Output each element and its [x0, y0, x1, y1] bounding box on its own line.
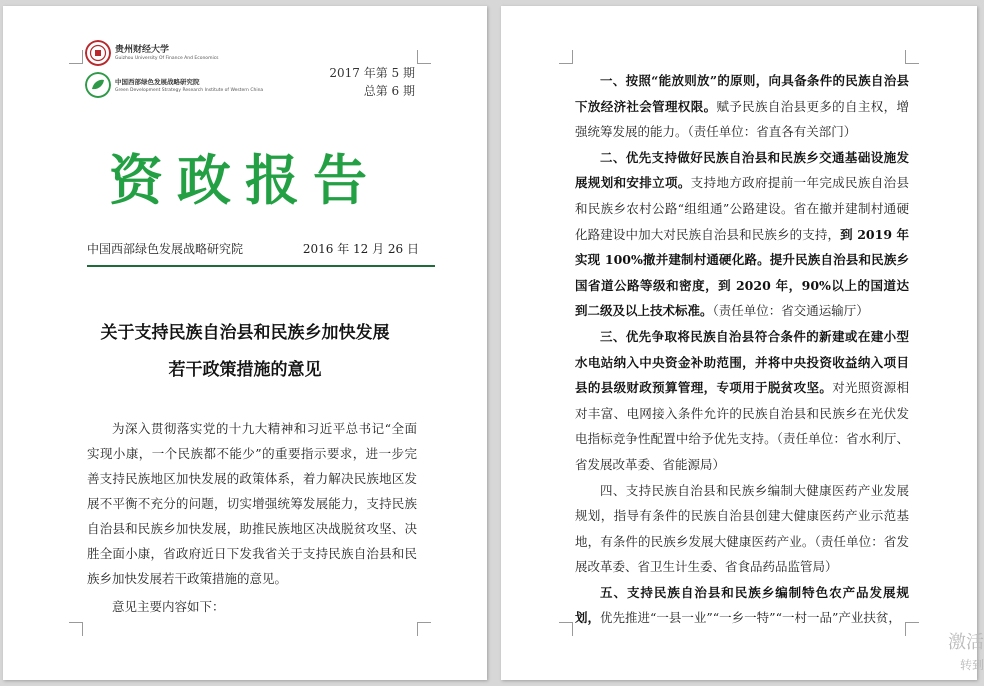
institute-name-en: Green Development Strategy Research Institute of Western China	[115, 87, 264, 93]
policy-item-1-body: 赋予民族自治县更多的自主权，增强统筹发展的能力。（责任单位：省直各有关部门）	[575, 98, 909, 140]
publish-date: 2016 年 12 月 26 日	[302, 242, 419, 256]
lead-paragraph: 意见主要内容如下：	[112, 599, 225, 614]
crop-mark	[559, 622, 573, 636]
publisher-row	[87, 240, 419, 257]
institute-name: 中国西部绿色发展战略研究院	[115, 77, 200, 86]
crop-mark	[69, 622, 83, 636]
crop-mark	[559, 50, 573, 64]
document-title-line2: 若干政策措施的意见	[168, 360, 322, 380]
policy-item-5-heading: 五、支持民族自治县和民族乡编制特色农产品发展规划，	[575, 584, 909, 626]
policy-item-3-heading: 三、优先争取将民族自治县符合条件的新建或在建小型水电站纳入中央资金补助范围，并将中央投资收益纳入项目县的县级财政预算管理，专项用于脱贫攻坚。	[575, 328, 909, 396]
policy-item-1	[575, 68, 909, 145]
left-page	[3, 6, 487, 680]
university-seal-icon	[85, 40, 111, 66]
intro-paragraph: 为深入贯彻落实党的十九大精神和习近平总书记“全面实现小康，一个民族都不能少”的重要指示要求，进一步完善支持民族地区加快发展的政策体系，着力解决民族地区发展不平衡不充分的问题，切实增强统筹发展能力，支持民族自治县和民族乡加快发展，助推民族地区决战脱贫攻坚、决胜全面小康，省政府近日下发我省关于支持民族自治县和民族乡加快发展若干政策措施的意见。	[87, 421, 417, 586]
publisher: 中国西部绿色发展战略研究院	[87, 242, 244, 256]
crop-mark	[905, 50, 919, 64]
policy-item-4: 四、支持民族自治县和民族乡编制大健康医药产业发展规划，指导有条件的民族自治县创建大健康医药产业示范基地，有条件的民族乡发展大健康医药产业。（责任单位：省发展改革委、省卫生计生委、省食品药品监管局）	[575, 482, 909, 575]
crop-mark	[417, 622, 431, 636]
policy-item-2-heading: 二、优先支持做好民族自治县和民族乡交通基础设施发展规划和安排立项。	[575, 149, 909, 191]
issue-number: 2017 年第 5 期	[329, 66, 415, 80]
policy-item-3-body: 对光照资源相对丰富、电网接入条件允许的民族自治县和民族乡在光伏发电指标竞争性配置中给予优先支持。（责任单位：省水利厅、省发展改革委、省能源局）	[575, 380, 909, 472]
crop-mark	[69, 50, 83, 64]
policy-item-2	[575, 145, 909, 324]
policy-text	[575, 68, 909, 631]
policy-item-5-body: 优先推进“一县一业”“一乡一特”“一村一品”产业扶贫，	[600, 610, 901, 626]
university-name-en: Guizhou University Of Finance And Economics	[115, 55, 219, 61]
crop-mark	[417, 50, 431, 64]
policy-item-1-heading: 一、按照“能放则放”的原则，向具备条件的民族自治县下放经济社会管理权限。	[575, 73, 909, 114]
institute-logo	[85, 72, 263, 98]
watermark-line1: 激活	[948, 632, 984, 653]
issue-total: 总第 6 期	[363, 84, 415, 98]
policy-item-2-target: 到 2019 年实现 100%撤并建制村通硬化路。提升民族自治县和民族乡国省道公路等级和密度，到 2020 年，90%以上的国道达到二级及以上技术标准。	[575, 226, 909, 319]
header-rule	[87, 265, 435, 267]
right-page	[501, 6, 977, 680]
university-logo	[85, 40, 219, 66]
watermark-line2: 转到	[959, 658, 984, 672]
policy-item-2-responsible: （责任单位：省交通运输厅）	[712, 303, 869, 319]
policy-item-3	[575, 324, 909, 478]
policy-item-2-body: 支持地方政府提前一年完成民族自治县和民族乡农村公路“组组通”公路建设。省在撤并建制村通硬化路建设中加大对民族自治县和民族乡的支持，	[575, 175, 909, 242]
masthead-title: 资政报告	[109, 149, 381, 212]
institute-leaf-icon	[85, 72, 111, 98]
policy-item-5	[575, 580, 909, 631]
document-title-line1: 关于支持民族自治县和民族乡加快发展	[100, 323, 390, 343]
university-name: 贵州财经大学	[115, 44, 170, 55]
